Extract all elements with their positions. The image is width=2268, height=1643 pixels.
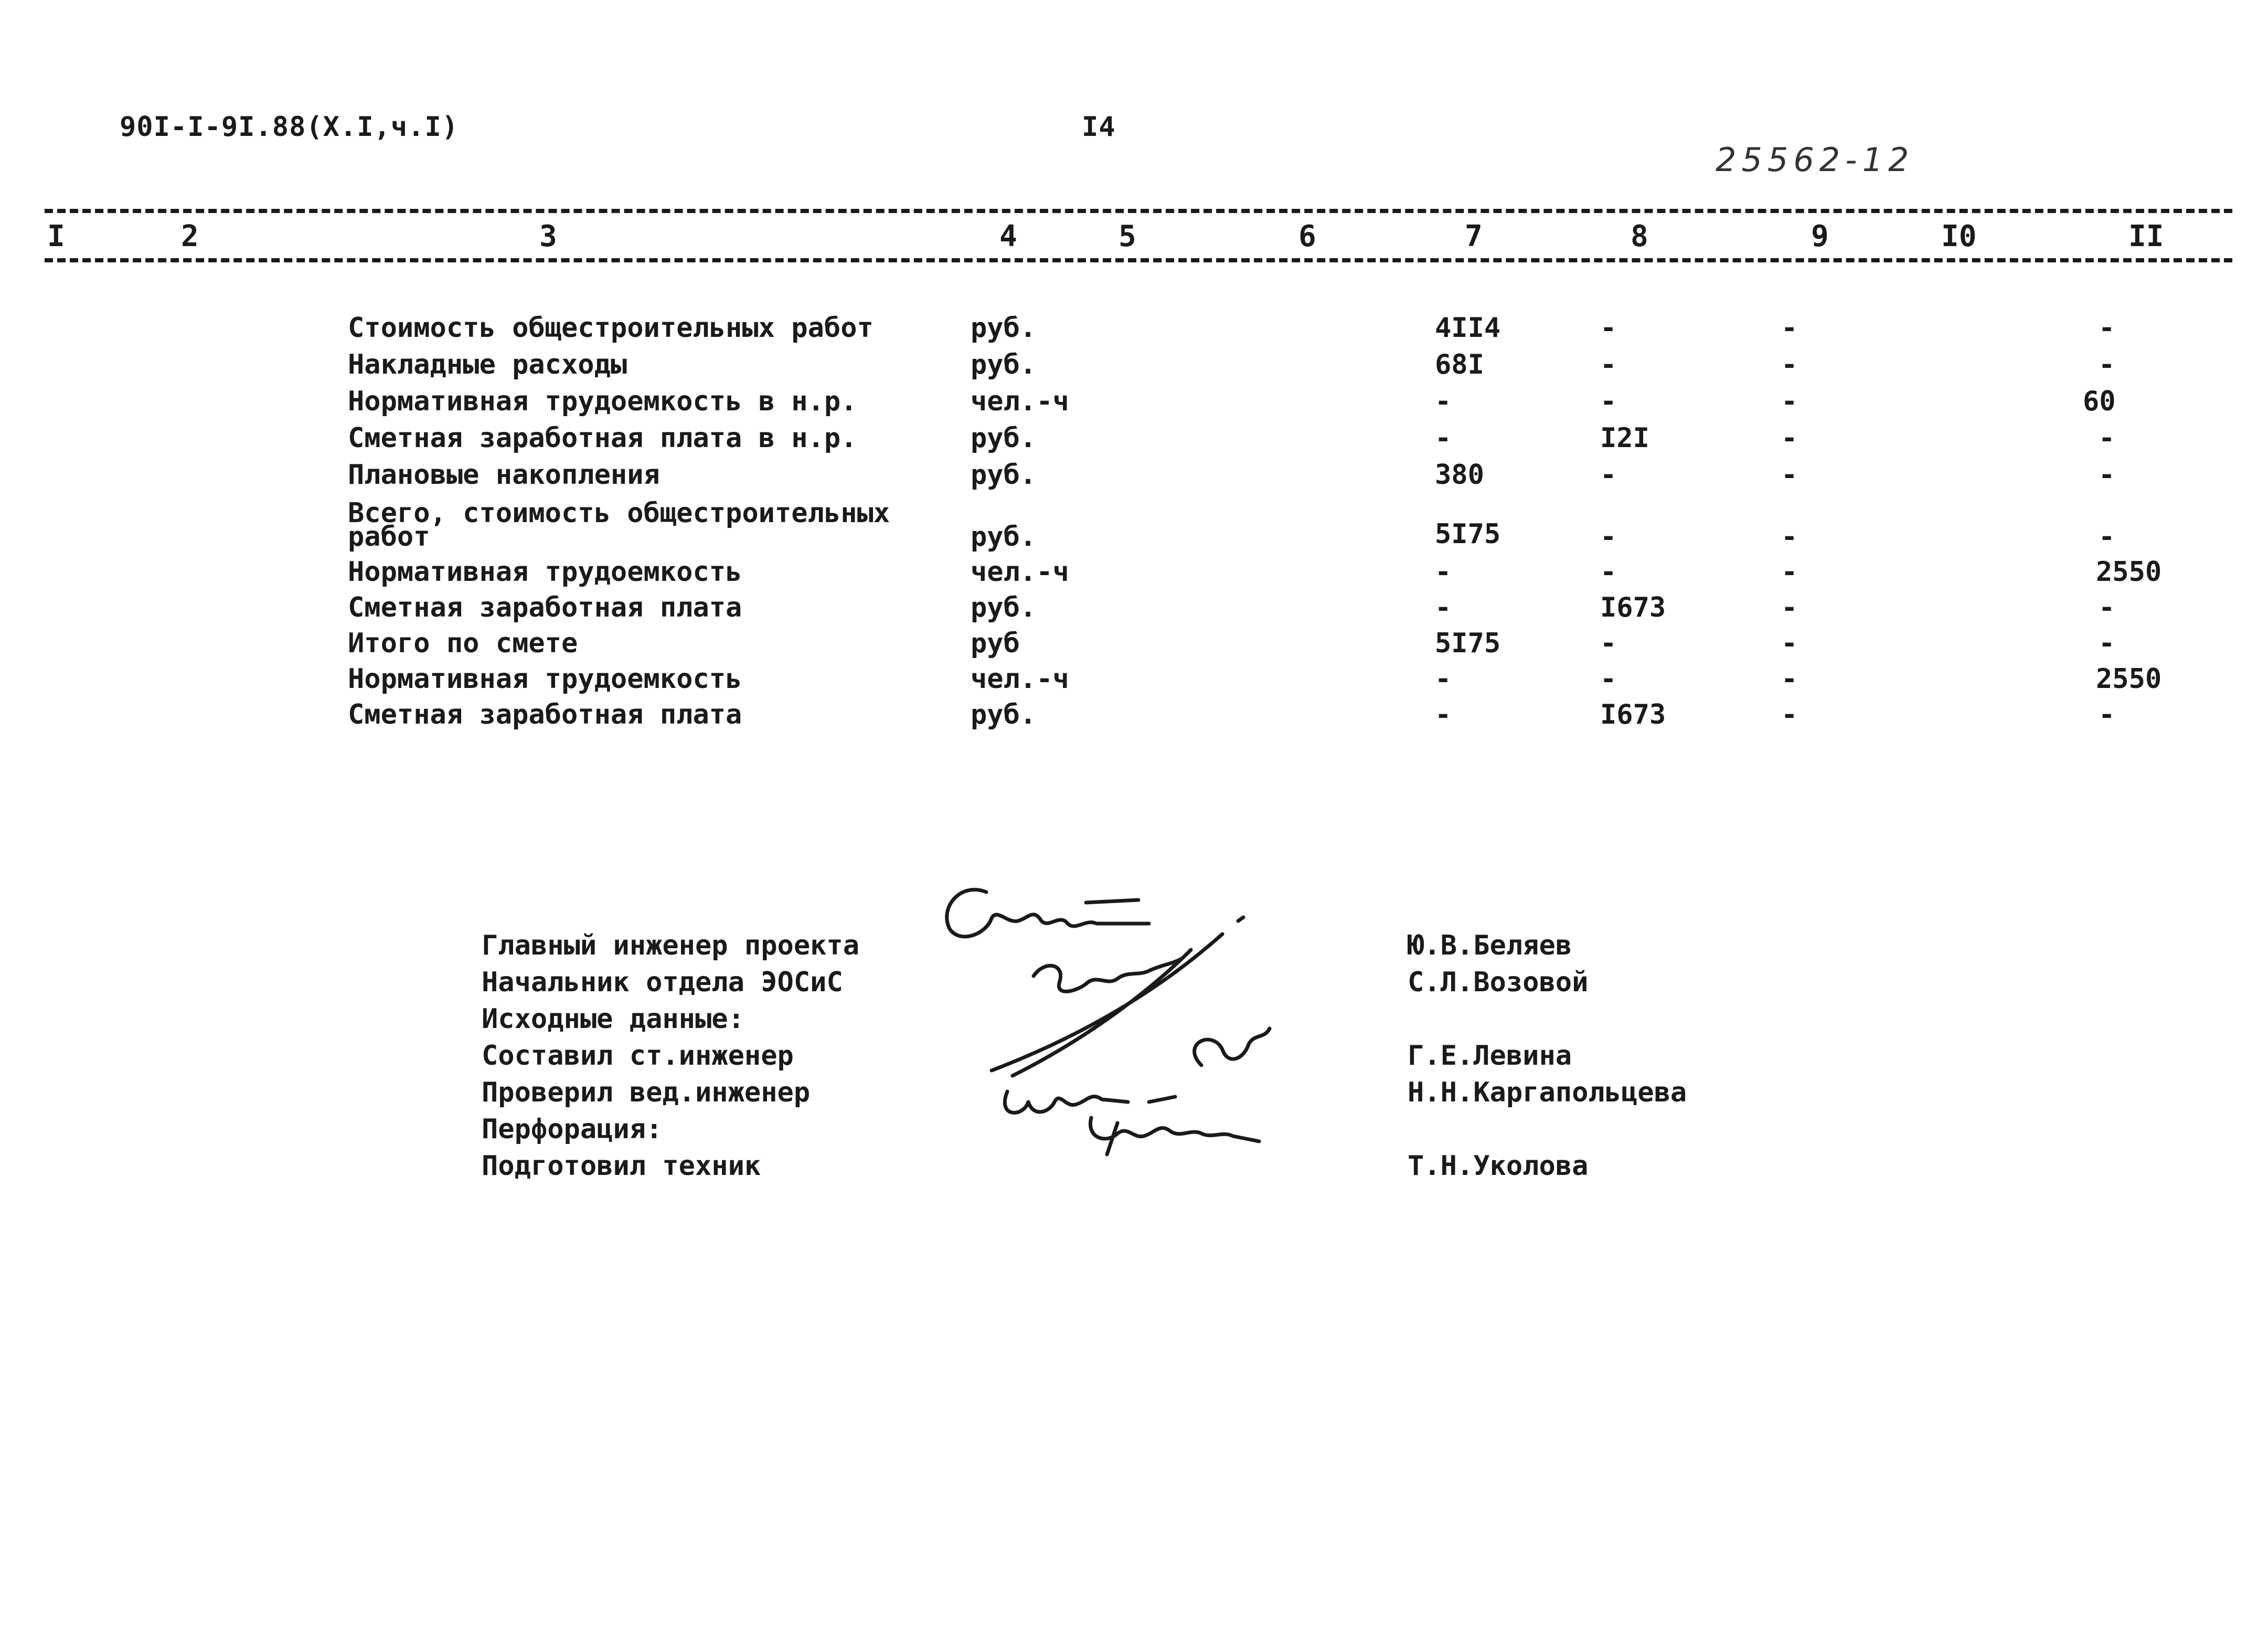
row-col7: -	[1435, 663, 1452, 695]
column-number-8: 8	[1631, 219, 1648, 253]
row-col9: -	[1781, 386, 1798, 417]
signatory-role: Подготовил техник	[482, 1150, 761, 1182]
row-col9: -	[1781, 312, 1798, 344]
row-unit: чел.-ч	[971, 663, 1069, 695]
table-row	[0, 422, 2268, 459]
row-name: Нормативная трудоемкость в н.р.	[348, 386, 857, 417]
table-row	[0, 699, 2268, 736]
row-col8: I2I	[1600, 422, 1649, 454]
row-col9: -	[1781, 459, 1798, 491]
row-col8: -	[1600, 349, 1617, 380]
row-col11: -	[2099, 422, 2115, 454]
row-col8: I673	[1600, 592, 1666, 623]
handwritten-signatures	[929, 871, 1327, 1186]
row-col11: -	[2099, 521, 2115, 553]
table-row	[0, 628, 2268, 664]
document-code: 90I-I-9I.88(X.I,ч.I)	[120, 111, 459, 143]
row-col11: -	[2099, 312, 2115, 344]
row-col11: 60	[2083, 386, 2116, 417]
page-number: I4	[1082, 111, 1116, 143]
row-unit: руб.	[971, 422, 1037, 454]
column-number-11: II	[2128, 219, 2164, 253]
header-bottom-rule	[45, 258, 2232, 262]
row-col7: 68I	[1435, 349, 1484, 380]
archive-number: 25562-12	[1716, 141, 1914, 179]
row-col7: -	[1435, 386, 1452, 417]
column-number-1: I	[47, 219, 65, 253]
column-number-7: 7	[1465, 219, 1483, 253]
header-top-rule	[45, 209, 2232, 213]
row-unit: руб.	[971, 592, 1037, 623]
signatory-role: Перфорация:	[482, 1114, 663, 1145]
signatory-name: Г.Е.Левина	[1408, 1040, 1572, 1072]
row-col9: -	[1781, 422, 1798, 454]
row-name: Плановые накопления	[348, 459, 660, 491]
row-name: Нормативная трудоемкость	[348, 663, 742, 695]
row-unit: руб.	[971, 312, 1037, 344]
row-name: Сметная заработная плата	[348, 699, 742, 730]
column-number-4: 4	[999, 219, 1017, 253]
row-name: Сметная заработная плата в н.р.	[348, 422, 857, 454]
row-unit: руб	[971, 628, 1020, 659]
row-col8: -	[1600, 312, 1617, 344]
signatory-role: Исходные данные:	[482, 1003, 744, 1035]
column-number-5: 5	[1119, 219, 1136, 253]
signatory-name: С.Л.Возовой	[1408, 967, 1589, 998]
row-col9: -	[1781, 663, 1798, 695]
column-number-3: 3	[539, 219, 557, 253]
row-col11: -	[2099, 628, 2115, 659]
row-col7: 5I75	[1435, 518, 1501, 550]
row-col11: 2550	[2096, 556, 2162, 588]
table-row	[0, 349, 2268, 386]
signatory-role: Главный инженер проекта	[482, 930, 860, 961]
row-name: Всего, стоимость общестроительных	[348, 497, 890, 529]
signatory-role: Проверил вед.инженер	[482, 1077, 811, 1108]
table-row	[0, 312, 2268, 349]
row-unit: руб.	[971, 521, 1037, 553]
column-number-2: 2	[181, 219, 199, 253]
row-col11: -	[2099, 592, 2115, 623]
column-number-10: I0	[1941, 219, 1977, 253]
row-col7: -	[1435, 699, 1452, 730]
column-number-6: 6	[1298, 219, 1316, 253]
row-unit: руб.	[971, 699, 1037, 730]
row-col7: -	[1435, 422, 1452, 454]
row-col7: -	[1435, 592, 1452, 623]
column-number-9: 9	[1811, 219, 1829, 253]
signatory-role: Начальник отдела ЭОСиС	[482, 967, 843, 998]
row-name: Стоимость общестроительных работ	[348, 312, 874, 344]
row-col11: -	[2099, 349, 2115, 380]
row-col8: -	[1600, 459, 1617, 491]
row-col8: -	[1600, 663, 1617, 695]
row-col8: -	[1600, 556, 1617, 588]
row-col7: -	[1435, 556, 1452, 588]
row-col11: -	[2099, 459, 2115, 491]
row-name-continued: работ	[348, 521, 430, 553]
row-col7: 5I75	[1435, 628, 1501, 659]
row-col8: I673	[1600, 699, 1666, 730]
row-col11: 2550	[2096, 663, 2162, 695]
row-col8: -	[1600, 628, 1617, 659]
row-col9: -	[1781, 521, 1798, 553]
signatory-name: Н.Н.Каргапольцева	[1408, 1077, 1687, 1108]
row-col9: -	[1781, 628, 1798, 659]
row-unit: руб.	[971, 349, 1037, 380]
row-col7: 380	[1435, 459, 1484, 491]
row-col11: -	[2099, 699, 2115, 730]
row-unit: чел.-ч	[971, 556, 1069, 588]
row-name: Накладные расходы	[348, 349, 627, 380]
row-unit: чел.-ч	[971, 386, 1069, 417]
row-col7: 4II4	[1435, 312, 1501, 344]
table-row	[0, 497, 2268, 560]
row-unit: руб.	[971, 459, 1037, 491]
row-name: Сметная заработная плата	[348, 592, 742, 623]
row-col8: -	[1600, 386, 1617, 417]
signatory-name: Т.Н.Уколова	[1408, 1150, 1589, 1182]
row-name: Нормативная трудоемкость	[348, 556, 742, 588]
row-col9: -	[1781, 556, 1798, 588]
row-col9: -	[1781, 592, 1798, 623]
table-row	[0, 459, 2268, 496]
table-row	[0, 663, 2268, 700]
table-row	[0, 592, 2268, 629]
row-col9: -	[1781, 349, 1798, 380]
row-name: Итого по смете	[348, 628, 578, 659]
signatory-name: Ю.В.Беляев	[1408, 930, 1572, 961]
table-row	[0, 556, 2268, 593]
signatory-role: Составил ст.инженер	[482, 1040, 794, 1072]
table-row	[0, 386, 2268, 422]
row-col9: -	[1781, 699, 1798, 730]
row-col8: -	[1600, 521, 1617, 553]
